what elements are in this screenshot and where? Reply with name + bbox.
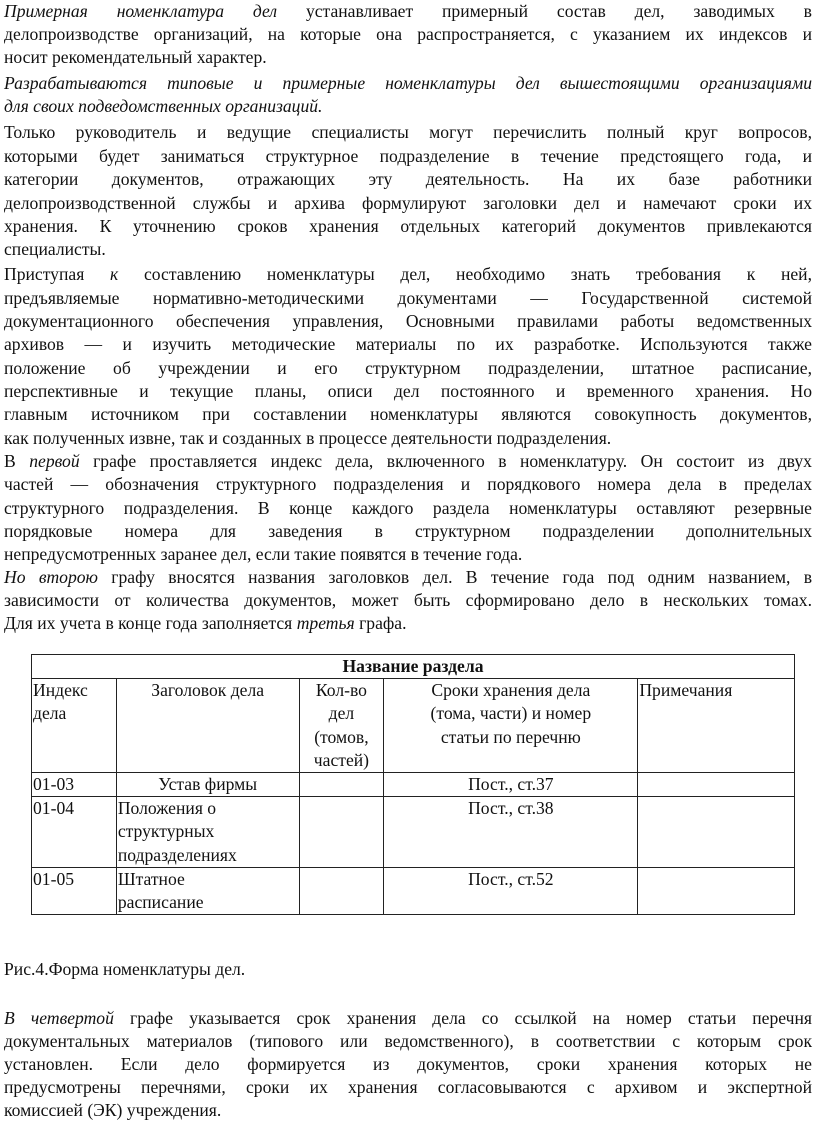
p2-line-2: для своих подведомственных организаций. [4, 96, 323, 116]
p7-line-1: В четвертой графе указывается срок хранения дела со ссылкой на номер статьи перечня [4, 1008, 813, 1028]
table-row [32, 773, 795, 797]
section-title-cell: Название раздела [32, 655, 795, 679]
p7-line-2: документальных материалов (типового или ведомственного), в соответствии с которым срок [4, 1031, 812, 1051]
row-notes [638, 797, 795, 868]
row-index: 01-03 [32, 773, 117, 797]
p3-line-6: специалисты. [4, 239, 106, 259]
row-notes [638, 773, 795, 797]
p6-line-2: зависимости от количества документов, может быть сформировано дело в нескольких томах. [4, 590, 812, 610]
header-index: Индекс дела [32, 679, 117, 773]
p7-line-5: комиссией (ЭК) учреждения. [4, 1100, 222, 1120]
p4-line-3: документационного обеспечения управления, Основными правилами работы ведомственных [4, 311, 812, 331]
header-notes: Примечания [638, 679, 795, 773]
p4-line-6: перспективные и текущие планы, описи дел постоянного и временного хранения. Но [4, 381, 812, 401]
header-count: Кол-во дел (томов, частей) [299, 679, 384, 773]
row-title: Устав фирмы [116, 773, 299, 797]
p5-line-2: частей — обозначения структурного подразделения и порядкового номера дела в пределах [4, 474, 812, 494]
p5-line-3: структурного подразделения. В конце каждого раздела номенклатуры оставляют резервные [4, 498, 812, 518]
header-terms: Сроки хранения дела (тома, части) и номер статьи по перечню [384, 679, 638, 773]
p3-line-2: которыми будет заниматься структурное подразделение в течение предстоящего года, и [4, 146, 812, 166]
p1-lead-italic: Примерная номенклатура дел [4, 1, 278, 21]
figure-caption: Рис.4.Форма номенклатуры дел. [4, 959, 246, 979]
p4-line-1: Приступая к составлению номенклатуры дел, необходимо знать требования к ней, [4, 264, 812, 284]
table-section-row [32, 655, 795, 679]
row-count [299, 797, 384, 868]
table-header-row [32, 679, 795, 773]
row-count [299, 867, 384, 914]
table-row [32, 797, 795, 868]
p7-line-3: установлен. Если дело формируется из документов, сроки хранения которых не [4, 1054, 812, 1074]
p3-line-5: хранения. К уточнению сроков хранения отдельных категорий документов привлекаются [4, 216, 812, 236]
nomenclature-table [31, 654, 795, 915]
p4-line-7: главным источником при составлении номенклатуры являются совокупность документов, [4, 404, 812, 424]
p4-line-8: как полученных извне, так и созданных в процессе деятельности подразделения. [4, 428, 612, 448]
p1-line-2: делопроизводстве организаций, на которые она распространяется, с указанием их индексов и [4, 24, 812, 44]
row-term: Пост., ст.37 [384, 773, 638, 797]
p7-line-4: предусмотрены перечнями, сроки их хранения согласовываются с архивом и экспертной [4, 1077, 812, 1097]
table-row [32, 867, 795, 914]
p5-line-5: непредусмотренных заранее дел, если такие появятся в течение года. [4, 544, 523, 564]
header-title: Заголовок дела [116, 679, 299, 773]
p5-line-1: В первой графе проставляется индекс дела, включенного в номенклатуру. Он состоит из двух [4, 451, 812, 471]
row-index: 01-04 [32, 797, 117, 868]
p3-line-1: Только руководитель и ведущие специалисты могут перечислить полный круг вопросов, [4, 122, 812, 142]
p3-line-3: категории документов, отражающих эту деятельность. На их базе работники [4, 169, 812, 189]
p2-line-1: Разрабатываются типовые и примерные номенклатуры дел вышестоящими организациями [4, 73, 812, 93]
row-index: 01-05 [32, 867, 117, 914]
p4-line-4: архивов — и изучить методические материалы по их разработке. Используются также [4, 334, 812, 354]
p1-line-1: Примерная номенклатура дел устанавливает примерный состав дел, заводимых в [4, 1, 812, 21]
row-term: Пост., ст.52 [384, 867, 638, 914]
p5-line-4: порядковые номера для заведения в структурном подразделении дополнительных [4, 521, 812, 541]
p6-line-3: Для их учета в конце года заполняется третья графа. [4, 613, 407, 633]
row-term: Пост., ст.38 [384, 797, 638, 868]
p1-line-3: носит рекомендательный характер. [4, 47, 267, 67]
p6-line-1: Но второю графу вносятся названия заголовков дел. В течение года под одним названием, в [4, 567, 812, 587]
row-notes [638, 867, 795, 914]
p4-line-5: положение об учреждении и его структурном подразделении, штатное расписание, [4, 358, 812, 378]
row-count [299, 773, 384, 797]
p4-line-2: предъявляемые нормативно-методическими документами — Государственной системой [4, 288, 812, 308]
row-title: Штатное расписание [116, 867, 299, 914]
row-title: Положения о структурных подразделениях [116, 797, 299, 868]
p3-line-4: делопроизводственной службы и архива формулируют заголовки дел и намечают сроки их [4, 193, 812, 213]
